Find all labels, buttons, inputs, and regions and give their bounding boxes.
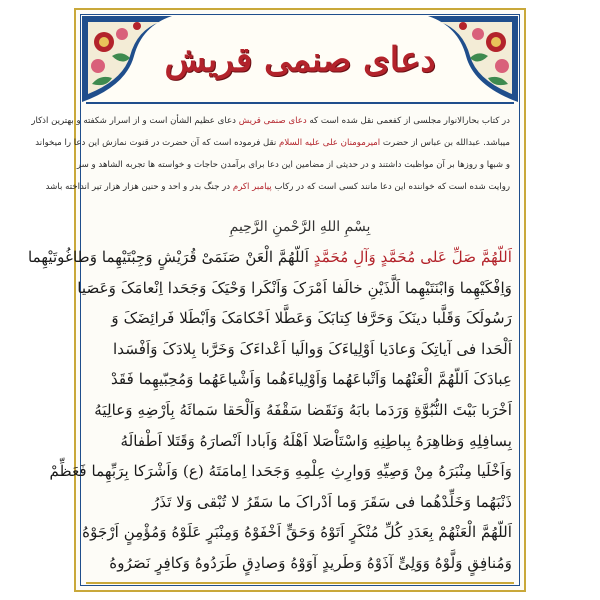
- prayer-line: رَسُولَکَ وَقَلَّبا دینَکَ وَحَرَّفا کِتابَکَ وَعَطَّلا اَحْکامَکَ وَاَبْطَلا فَرائِضَکَ وَ: [111, 309, 512, 328]
- prayer-line: اَلْحَدا فی آیاتِکَ وَعادَیا اَوْلِیاءَکَ وَوالَیا اَعْداءَکَ وَخَرَّبا بِلادَکَ وَاَفْسَدا: [113, 339, 512, 358]
- page-title: دعای صنمی قریش: [164, 40, 436, 80]
- floral-corner-ornament-icon: [428, 16, 518, 102]
- prayer-line: ذَنْبَهُما وَخَلِّدْهُما فی سَقَرَ وَما اَدْراکَ ما سَقَرُ لا تُبْقی وَلا تَذَرُ: [151, 492, 512, 511]
- basmala: بِسْمِ اللهِ الرَّحْمنِ الرَّحِیمِ: [229, 219, 371, 235]
- header-banner: [82, 16, 518, 104]
- intro-line: و شبها و روزها بر آن مواظبت داشتند و در حدیثی از مضامین این دعا برای برآمدن حاجات و خواسته ها تجربه الشاهد و سر: [76, 160, 510, 170]
- prayer-line: بِسافِلِهِ وَظاهِرَهُ بِباطِنِهِ وَاسْتَاْصَلا اَهْلَهُ وَاَبادا اَنْصارَهُ وَقَتَلا اَطْفالَهُ: [120, 431, 512, 450]
- prayer-line: عِبادَکَ اَللّهُمَّ الْعَنْهُما وَاَتْباعَهُما وَاَوْلِیاءَهُما وَاَشْیاعَهُما وَمُحِبّیهِما فَقَدْ: [110, 370, 512, 389]
- prayer-line: وَاَخْلَیا مِنْبَرَهُ مِنْ وَصِیِّهِ وَوارِثِ عِلْمِهِ وَجَحَدا اِمامَتَهُ (ع) وَاَشْرَکا بِرَبِّهِما فَعَظِّمْ: [49, 462, 512, 481]
- prayer-line: اَللّهُمَّ صَلِّ عَلی مُحَمَّدٍ وَآلِ مُحَمَّدٍ اَللّهُمَّ الْعَنْ صَنَمَیْ قُرَیْشٍ وَجِبْتَیْهِما وَطاغُوتَیْهِما: [27, 248, 512, 266]
- prayer-card: [27, 8, 526, 592]
- divider: [86, 102, 514, 104]
- prayer-line: اَخْرَبا بَیْتَ النُّبُوَّةِ وَرَدَما بابَهُ وَنَقَضا سَقْفَهُ وَاَلْحَقا سَمائَهُ بِاَرْضِهِ وَعالِیَهُ: [94, 400, 512, 419]
- floral-corner-ornament-icon: [82, 16, 172, 102]
- intro-line: میباشد. عبدالله بن عباس از حضرت امیرمومنان علی علیه السلام نقل فرموده است که آن حضرت در قنوت نمازش این دعا را میخواند: [35, 138, 510, 148]
- prayer-text: [27, 242, 512, 579]
- footer-divider: [86, 582, 514, 584]
- intro-line: روایت شده است که خواننده این دعا مانند کسی است که در رکاب پیامبر اکرم در جنگ بدر و احد و حنین هزار هزار تیر انداخته باشد: [45, 182, 510, 192]
- intro-paragraph: [31, 110, 510, 198]
- prayer-line: وَاِفْکَیْهِما وَابْنَتَیْهِما اَلَّذَیْنِ خالَفا اَمْرَکَ وَاَنْکَرا وَحْیَکَ وَجَحَدا اِنْعامَکَ وَعَصَیا: [77, 278, 512, 297]
- prayer-line: اَللّهُمَّ الْعَنْهُمْ بِعَدَدِ کُلِّ مُنْکَرٍ اَتَوْهُ وَحَقٍّ اَخْفَوْهُ وَمِنْبَرٍ عَلَوْهُ وَمُؤْمِنٍ اَرْجَوْهُ: [82, 523, 512, 542]
- prayer-line: وَمُنافِقٍ وَلَّوْهُ وَوَلِیٍّ آذَوْهُ وَطَریدٍ آوَوْهُ وَصادِقٍ طَرَدُوهُ وَکافِرٍ نَصَرُوهُ: [109, 553, 512, 572]
- intro-line: در کتاب بحارالانوار مجلسی از کفعمی نقل شده است که دعای صنمی قریش دعای عظیم الشأن است و از اسرار شکفته و بهترین اذکار: [31, 116, 510, 126]
